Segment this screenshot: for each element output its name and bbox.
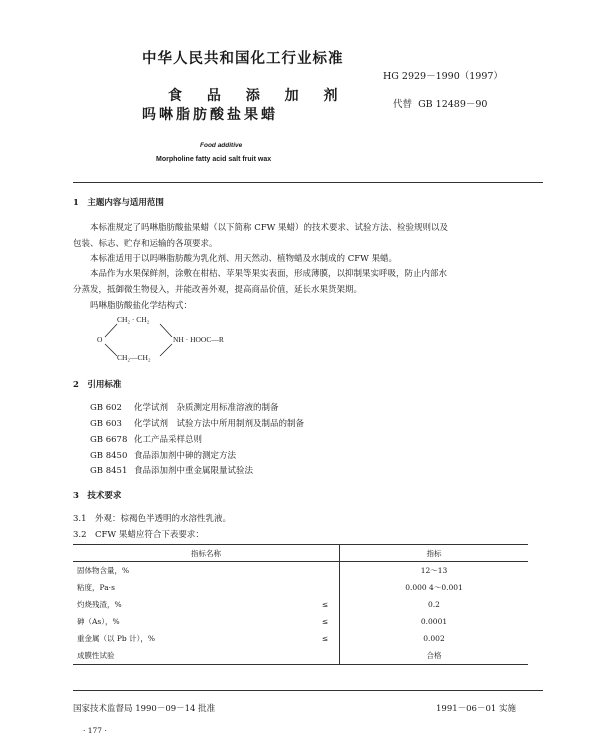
row-value: 0.0001 [420,617,448,626]
chem-nh-group: NH · HOOC—R [173,335,224,344]
title-line-2: 吗啉脂肪酸盐果蜡 [142,107,278,123]
reference-code: GB 603 [90,419,122,429]
row-symbol: ≤ [311,630,340,647]
reference-title: 食品添加剂中砷的测定方法 [134,451,237,461]
page-number: · 177 · [83,726,107,735]
reference-code: GB 8450 [90,451,128,461]
row-symbol: ≤ [311,613,340,630]
chem-ring-bottom: CH₂—CH₂ [117,353,151,362]
reference-code: GB 6678 [90,435,128,445]
row-value: 0.000 4～0.001 [405,583,463,592]
section-2-heading: 2 引用标准 [73,380,122,390]
org-title: 中华人民共和国化工行业标准 [142,50,344,67]
reference-item [90,433,202,445]
effective-date: 1991－06－01 实施 [436,704,516,714]
row-symbol [311,647,340,665]
row-name: 固体物含量，% [77,566,130,575]
reference-title: 化学试剂 杂质测定用标准溶液的制备 [134,403,279,413]
section-1-para-2: 本标准适用于以吗啉脂肪酸为乳化剂、用天然动、植物蜡及水制成的 CFW 果蜡。 [90,254,398,264]
section-1-heading: 1 主题内容与适用范围 [73,198,164,208]
standard-number: HG 2929－1990（1997） [383,71,503,82]
row-name: 砷（As），% [77,617,120,626]
chem-ring-top: CH₂ · CH₂ [117,315,150,324]
reference-item [90,449,236,461]
chem-oxygen: O [97,335,103,344]
table-row [73,613,528,630]
section-1-para-3a: 本品作为水果保鲜剂，涂敷在柑桔、苹果等果实表面，形成薄膜，以抑制果实呼吸，防止内部水 [90,269,448,279]
reference-title: 食品添加剂中重金属限量试验法 [134,466,254,476]
replaces-value: GB 12489－90 [418,99,488,110]
table-header-row [73,545,528,562]
col-header-value: 指标 [340,545,529,562]
reference-item [90,401,279,413]
table-row [73,647,528,665]
english-title-1: Food additive [200,142,243,149]
spec-table [73,544,528,665]
table-row [73,630,528,647]
row-value: 12～13 [420,566,448,575]
section-1-para-4: 吗啉脂肪酸盐化学结构式： [90,301,193,311]
section-1-para-1b: 包装、标志、贮存和运输的各项要求。 [73,239,218,249]
reference-title: 化学试剂 试验方法中所用制剂及制品的制备 [134,419,305,429]
row-name: 成膜性试验 [73,647,311,665]
top-rule [73,182,543,183]
section-1-para-1a: 本标准规定了吗啉脂肪酸盐果蜡（以下简称 CFW 果蜡）的技术要求、试验方法、检验规则以及 [90,223,449,233]
title-line-1: 食 品 添 加 剂 [168,88,348,104]
section-3-item-1: 3.1 外观：棕褐色半透明的水溶性乳液。 [73,514,232,524]
reference-code: GB 8451 [90,466,128,476]
reference-code: GB 602 [90,403,122,413]
replaces-label: 代替 [393,99,413,110]
row-value: 0.002 [423,634,445,643]
row-symbol [311,579,340,596]
row-name: 重金属（以 Pb 计），% [77,634,155,643]
row-value: 合格 [340,647,529,665]
chemical-structure [95,313,255,365]
row-symbol [311,562,340,580]
section-3-heading: 3 技术要求 [73,491,122,501]
table-row [73,562,528,580]
reference-item [90,417,304,429]
table-row [73,579,528,596]
row-value: 0.2 [428,600,440,609]
section-3-item-2: 3.2 CFW 果蜡应符合下表要求： [73,530,204,540]
replaces-code [393,96,487,110]
section-1-para-3b: 分蒸发，抵御微生物侵入，并能改善外观，提高商品价值，延长水果货架期。 [73,285,363,295]
row-name: 粘度，Pa·s [77,583,115,592]
footer-rule [73,690,543,691]
col-header-name: 指标名称 [73,545,340,562]
reference-title: 化工产品采样总则 [134,435,203,445]
reference-item [90,464,253,476]
table-row [73,596,528,613]
approval-date: 国家技术监督局 1990－09－14 批准 [73,704,216,714]
row-name: 灼烧残渣，% [77,600,122,609]
row-symbol: ≤ [311,596,340,613]
english-title-2: Morpholine fatty acid salt fruit wax [156,156,272,163]
